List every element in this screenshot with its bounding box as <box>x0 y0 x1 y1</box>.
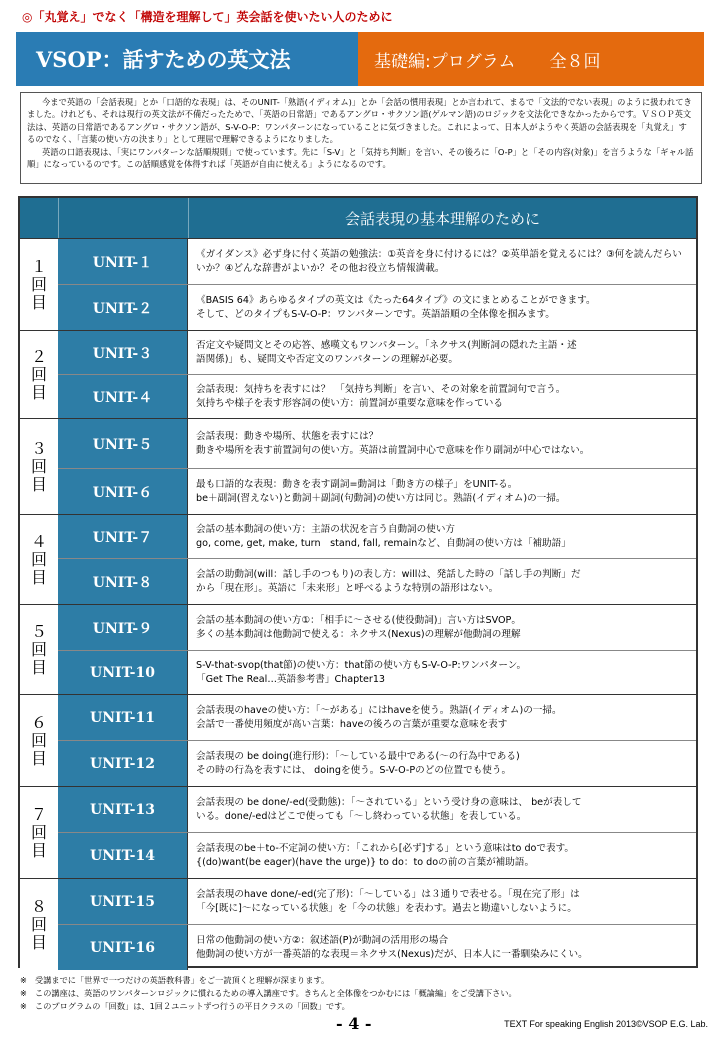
description-line: 否定文や疑問文とその応答、感嘆文もワンパターン。「ネクサス(判断詞の隠れた主語・述 <box>196 340 577 351</box>
unit-label: UNIT-３ <box>58 331 188 374</box>
description-line: 語関係)」も、疑問文や否定文のワンパターンの理解が必要。 <box>196 354 458 365</box>
description-line: 会話表現の be doing(進行形)：「～している最中である(～の行為中である) <box>196 751 520 762</box>
unit-description <box>188 469 696 514</box>
unit-description <box>188 285 696 330</box>
unit-description <box>188 419 696 468</box>
unit-description <box>188 331 696 374</box>
session-char: ６ <box>30 712 47 732</box>
table-row <box>58 924 696 970</box>
unit-description <box>188 879 696 924</box>
session-label <box>20 238 58 330</box>
unit-label: UNIT-２ <box>58 285 188 330</box>
description-line: 「今[既に]～になっている状態」を「今の状態」を表わす。過去と勘違いしないように。 <box>196 903 577 914</box>
note-1: ※ 受講までに「世界で一つだけの英語教科書」をご一読頂くと理解が深まります。 <box>20 975 330 985</box>
unit-label: UNIT-９ <box>58 605 188 650</box>
unit-description <box>188 741 696 786</box>
unit-description <box>188 515 696 558</box>
note-2: ※ この講座は、英語のワンパターンロジックに慣れるための導入講座です。きちんと全体像をつかむには「概論編」をご受講下さい。 <box>20 988 517 998</box>
session-char: 目 <box>30 382 47 402</box>
unit-label: UNIT-４ <box>58 375 188 418</box>
description-line: いる。done/-edはどこで使っても「～し終わっている状態」を表している。 <box>196 811 527 822</box>
table-row <box>58 468 696 514</box>
description-line: から「現在形」。英語に「未来形」と呼べるような特別の語形はない。 <box>196 583 499 594</box>
session-char: 目 <box>30 567 47 587</box>
session-char: 回 <box>30 274 47 294</box>
description-line: 会話表現：気持ちを表すには？ 「気持ち判断」を言い、その対象を前置詞句で言う。 <box>196 384 566 395</box>
session-label <box>20 878 58 970</box>
unit-description <box>188 787 696 832</box>
description-line: be＋副詞(習えない)と動詞＋副詞(句動詞)の使い方は同じ。熟語(イディオム)の一掃。 <box>196 493 566 504</box>
session-label <box>20 514 58 604</box>
session-char: 目 <box>30 474 47 494</box>
description-line: その時の行為を表すには、 doingを使う。S-V-O-Pのどの位置でも使う。 <box>196 765 512 776</box>
session-label <box>20 604 58 694</box>
description-line: 「Get The Real…英語参考書」Chapter13 <box>196 674 386 685</box>
unit-label: UNIT-５ <box>58 419 188 468</box>
unit-label: UNIT-16 <box>58 925 188 970</box>
session-char: ７ <box>30 804 47 824</box>
intro-paragraph-2: 英語の口語表現は、「実にワンパターンな話順規則」で使っています。先に「S-V」と「気持ち判断」を言い、その後ろに「O-P」と「その内容(対象)」を言うような「ギャル話順」になっているのです。この話順感覚を体得すれば「英語が自由に使える」ようになるのです。 <box>27 146 694 170</box>
description-line: 会話表現のhaveの使い方：「～がある」にはhaveを使う。熟語(イディオム)の一掃。 <box>196 705 562 716</box>
description-line: 他動詞の使い方が一番英語的な表現＝ネクサス(Nexus)だが、日本人に一番馴染みにくい。 <box>196 949 588 960</box>
table-row <box>58 832 696 878</box>
description-line: 会話表現のhave done/-ed(完了形)：「～している」は３通りで表せる。「現在完了形」は <box>196 889 580 900</box>
unit-label: UNIT-14 <box>58 833 188 878</box>
description-line: 日常の他動詞の使い方②：叙述語(P)が動詞の活用形の場合 <box>196 935 449 946</box>
session-char: 回 <box>30 364 47 384</box>
unit-description <box>188 559 696 604</box>
description-line: 会話表現のbe＋to-不定詞の使い方：「これから[必ず]する」という意味はto doで表す。 <box>196 843 575 854</box>
session-char: 目 <box>30 932 47 952</box>
session-label <box>20 786 58 878</box>
session-char: 目 <box>30 748 47 768</box>
description-line: 会話の助動詞(will：話し手のつもり)の表し方：willは、発話した時の「話し手の判断」だ <box>196 569 581 580</box>
tagline: ◎「丸覚え」でなく「構造を理解して」英会話を使いたい人のために <box>22 10 393 24</box>
session-char: ２ <box>30 346 47 366</box>
intro-box <box>20 92 702 184</box>
session-char: 回 <box>30 822 47 842</box>
session-label <box>20 418 58 514</box>
description-line: そして、どのタイプもS-V-O-P：ワンパターンです。英語語順の全体像を掴みます。 <box>196 309 555 320</box>
page-number: - 4 - <box>336 1014 372 1033</box>
unit-label: UNIT-15 <box>58 879 188 924</box>
session-char: 回 <box>30 730 47 750</box>
session-char: 回 <box>30 914 47 934</box>
description-line: 会話表現の be done/-ed(受動態)：「～されている」という受け身の意味は、 beが表して <box>196 797 582 808</box>
description-line: 会話表現：動きや場所、状態を表すには？ <box>196 431 379 442</box>
session-label <box>20 694 58 786</box>
unit-description <box>188 605 696 650</box>
header-banner <box>16 32 704 86</box>
unit-label: UNIT-10 <box>58 651 188 694</box>
unit-label: UNIT-12 <box>58 741 188 786</box>
session-char: 目 <box>30 657 47 677</box>
table-row <box>58 650 696 694</box>
table-row <box>58 878 696 924</box>
table-row <box>58 238 696 284</box>
unit-description <box>188 925 696 970</box>
table-row <box>58 694 696 740</box>
table-heading: 会話表現の基本理解のために <box>188 198 696 238</box>
intro-paragraph-1: 今まで英語の「会話表現」とか「口語的な表現」は、そのUNIT-「熟語(イディオム)」とか「会話の慣用表現」とか言われて、まるで「文法的でない表現」のように扱われてきました。けれども、それは現行の英文法が不備だったためで、「英語の日常語」であるアングロ・サクソン語(ゲルマン語)のロジックを文法化できなかったからです。ＶＳＯＰ英文法は、英語の日常語であるアングロ・サクソン語が、S-V-O-P：ワンパターンになっていることに気づきました。これによって、日本人がようやく英語の会話表現を「丸覚え」するのでなく、「言葉の使い方の決まり」として理屈で理解できるようになりました。 <box>27 97 692 145</box>
table-row <box>58 786 696 832</box>
description-line: 会話で一番使用頻度が高い言葉：haveの後ろの言葉が重要な意味を表す <box>196 719 508 730</box>
description-line: go, come, get, make, turn stand, fall, remainなど、自動詞の使い方は「補助語」 <box>196 538 571 549</box>
page-title: VSOP：話すための英文法 <box>16 32 358 86</box>
unit-description <box>188 833 696 878</box>
copyright: TEXT For speaking English 2013©VSOP E.G. Lab. <box>504 1019 708 1029</box>
description-line: 最も口語的な表現：動きを表す副詞=動詞は「動き方の様子」をUNIT-る。 <box>196 479 518 490</box>
description-line: S-V-that-svop(that節)の使い方：that節の使い方もS-V-O-P:ワンパターン。 <box>196 660 527 671</box>
table-row <box>58 604 696 650</box>
note-3: ※ このプログラムの「回数」は、1回２ユニットずつ行うの平日クラスの「回数」です。 <box>20 1001 350 1011</box>
description-line: 気持ちや様子を表す形容詞の使い方：前置詞が重要な意味を作っている <box>196 398 503 409</box>
notes <box>20 974 710 1013</box>
unit-label: UNIT-１ <box>58 239 188 284</box>
unit-description <box>188 651 696 694</box>
session-char: ５ <box>30 621 47 641</box>
session-char: ４ <box>30 531 47 551</box>
unit-label: UNIT-６ <box>58 469 188 514</box>
description-line: 会話の基本動詞の使い方①：「相手に～させる(使役動詞)」言い方はSVOP。 <box>196 615 521 626</box>
program-subtitle: 基礎編:プログラム <box>374 51 516 72</box>
session-char: 目 <box>30 840 47 860</box>
unit-label: UNIT-11 <box>58 695 188 740</box>
description-line: 《ガイダンス》必ず身に付く英語の勉強法：①英音を身に付けるには？②英単語を覚えるには？③何を読んだらいいか？④どんな辞書がよいか？その他お役立ち情報満載。 <box>196 249 682 274</box>
description-line: 会話の基本動詞の使い方：主語の状況を言う自動詞の使い方 <box>196 524 456 535</box>
program-banner <box>358 32 704 86</box>
table-row <box>58 374 696 418</box>
table-row <box>58 284 696 330</box>
table-row <box>58 418 696 468</box>
unit-description <box>188 239 696 284</box>
session-char: １ <box>30 256 47 276</box>
session-char: 回 <box>30 639 47 659</box>
unit-label: UNIT-13 <box>58 787 188 832</box>
table-header <box>20 198 696 238</box>
description-line: 《BASIS 64》あらゆるタイプの英文は《たった64タイプ》の文にまとめることができます。 <box>196 295 596 306</box>
unit-description <box>188 695 696 740</box>
session-char: ３ <box>30 438 47 458</box>
table-header-spacer <box>58 198 188 238</box>
session-char: 回 <box>30 549 47 569</box>
table-row <box>58 514 696 558</box>
table-row <box>58 558 696 604</box>
session-label <box>20 330 58 418</box>
unit-label: UNIT-８ <box>58 559 188 604</box>
curriculum-table <box>18 196 698 968</box>
session-char: 目 <box>30 292 47 312</box>
description-line: 動きや場所を表す前置詞句の使い方。英語は前置詞中心で意味を作り副詞が中心ではない。 <box>196 445 590 456</box>
unit-label: UNIT-７ <box>58 515 188 558</box>
unit-description <box>188 375 696 418</box>
session-char: ８ <box>30 896 47 916</box>
description-line: 多くの基本動詞は他動詞で使える：ネクサス(Nexus)の理解が他動詞の理解 <box>196 629 521 640</box>
session-char: 回 <box>30 456 47 476</box>
table-row <box>58 740 696 786</box>
table-row <box>58 330 696 374</box>
description-line: {(do)want(be eager)(have the urge)} to do：to doの前の言葉が補助語。 <box>196 857 535 868</box>
session-count: 全８回 <box>549 51 601 72</box>
